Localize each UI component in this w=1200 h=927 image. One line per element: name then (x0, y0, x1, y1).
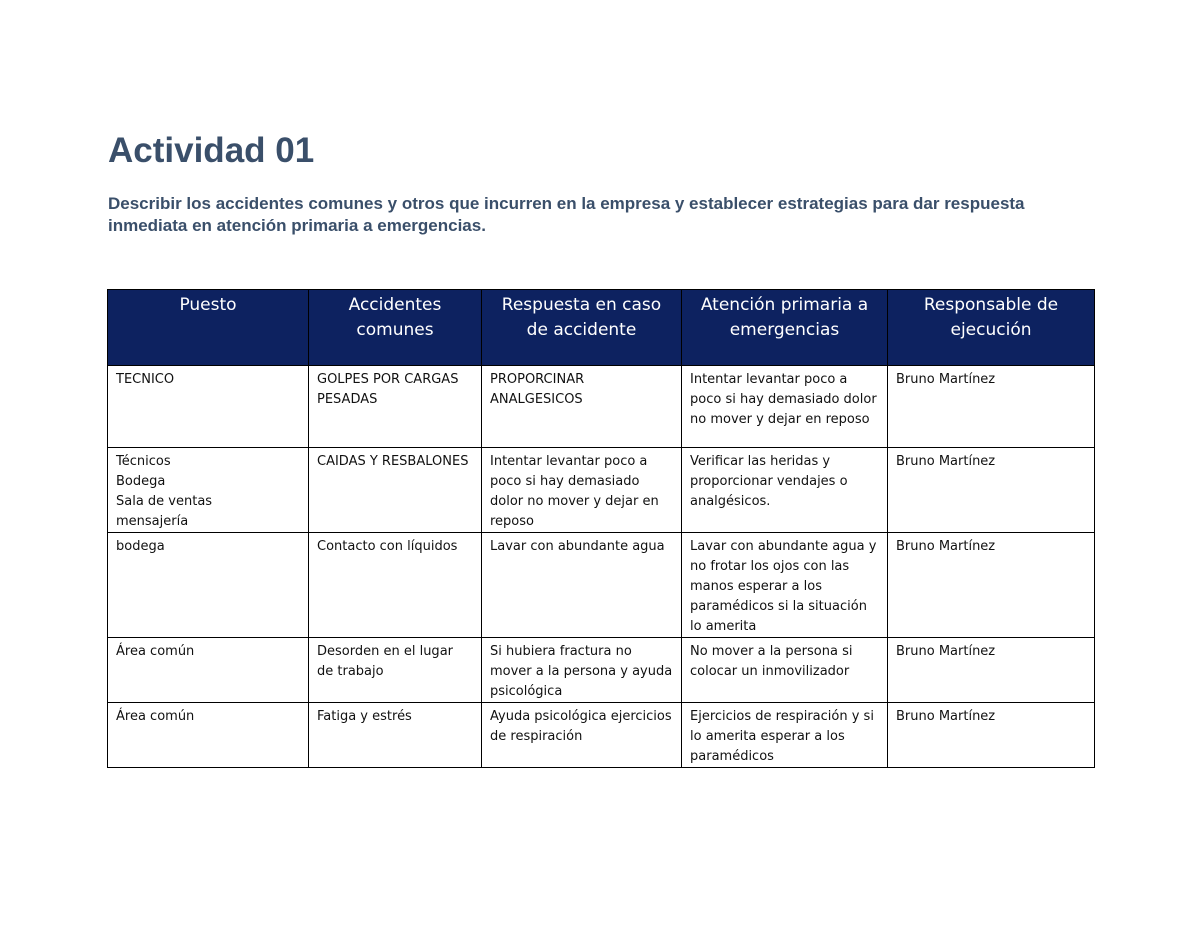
cell-text: GOLPES POR CARGAS PESADAS (317, 372, 459, 407)
cell-text: Si hubiera fractura no mover a la persona y ayuda psicológica (490, 644, 673, 699)
cell-respuesta (482, 448, 682, 533)
cell-responsable (888, 703, 1095, 768)
cell-atencion (682, 448, 888, 533)
cell-accidentes (309, 448, 482, 533)
cell-text: Bruno Martínez (896, 539, 996, 554)
cell-text: Ayuda psicológica ejercicios de respiración (490, 709, 672, 744)
cell-text: Técnicos Bodega Sala de ventas mensajería (116, 454, 213, 529)
page-subtitle: Describir los accidentes comunes y otros que incurren en la empresa y establecer estrategias para dar respuesta inmediata en atención primaria a emergencias. (108, 194, 1025, 235)
cell-atencion (682, 366, 888, 448)
cell-accidentes (309, 638, 482, 703)
cell-puesto (108, 703, 309, 768)
cell-accidentes (309, 703, 482, 768)
cell-puesto (108, 366, 309, 448)
page-title: Actividad 01 (108, 131, 315, 170)
cell-text: Contacto con líquidos (317, 539, 458, 554)
header-respuesta: Respuesta en caso de accidente (482, 290, 682, 366)
table-row (108, 366, 1095, 448)
cell-text: CAIDAS Y RESBALONES (317, 454, 469, 469)
cell-respuesta (482, 366, 682, 448)
cell-accidentes (309, 533, 482, 638)
table-row (108, 533, 1095, 638)
cell-puesto (108, 638, 309, 703)
cell-text: Área común (116, 644, 195, 659)
cell-text: Lavar con abundante agua y no frotar los ojos con las manos esperar a los paramédicos si la situación lo amerita (690, 539, 877, 634)
header-row (108, 290, 1095, 366)
cell-text: TECNICO (116, 372, 175, 387)
cell-respuesta (482, 638, 682, 703)
cell-text: Intentar levantar poco a poco si hay demasiado dolor no mover y dejar en reposo (690, 372, 877, 427)
cell-text: PROPORCINAR ANALGESICOS (490, 372, 585, 407)
cell-responsable (888, 638, 1095, 703)
cell-text: Bruno Martínez (896, 454, 996, 469)
cell-text: Bruno Martínez (896, 644, 996, 659)
cell-text: Verificar las heridas y proporcionar vendajes o analgésicos. (690, 454, 848, 509)
cell-responsable (888, 533, 1095, 638)
header-accidentes-comunes: Accidentes comunes (309, 290, 482, 366)
cell-puesto (108, 533, 309, 638)
cell-text: Ejercicios de respiración y si lo amerita esperar a los paramédicos (690, 709, 874, 764)
cell-text: Área común (116, 709, 195, 724)
cell-text: Desorden en el lugar de trabajo (317, 644, 453, 679)
cell-atencion (682, 533, 888, 638)
cell-text: Intentar levantar poco a poco si hay demasiado dolor no mover y dejar en reposo (490, 454, 659, 529)
header-atencion-primaria: Atención primaria a emergencias (682, 290, 888, 366)
cell-atencion (682, 638, 888, 703)
table-row (108, 448, 1095, 533)
table-header (108, 290, 1095, 366)
activity-table (107, 289, 1095, 768)
table-body (108, 366, 1095, 768)
table-row (108, 638, 1095, 703)
cell-text: Lavar con abundante agua (490, 539, 665, 554)
cell-responsable (888, 366, 1095, 448)
cell-text: No mover a la persona si colocar un inmovilizador (690, 644, 853, 679)
cell-puesto (108, 448, 309, 533)
table-row (108, 703, 1095, 768)
cell-responsable (888, 448, 1095, 533)
header-puesto: Puesto (108, 290, 309, 366)
cell-respuesta (482, 703, 682, 768)
cell-text: Bruno Martínez (896, 709, 996, 724)
cell-text: Bruno Martínez (896, 372, 996, 387)
cell-text: Fatiga y estrés (317, 709, 412, 724)
header-responsable: Responsable de ejecución (888, 290, 1095, 366)
cell-atencion (682, 703, 888, 768)
cell-accidentes (309, 366, 482, 448)
cell-respuesta (482, 533, 682, 638)
cell-text: bodega (116, 539, 165, 554)
